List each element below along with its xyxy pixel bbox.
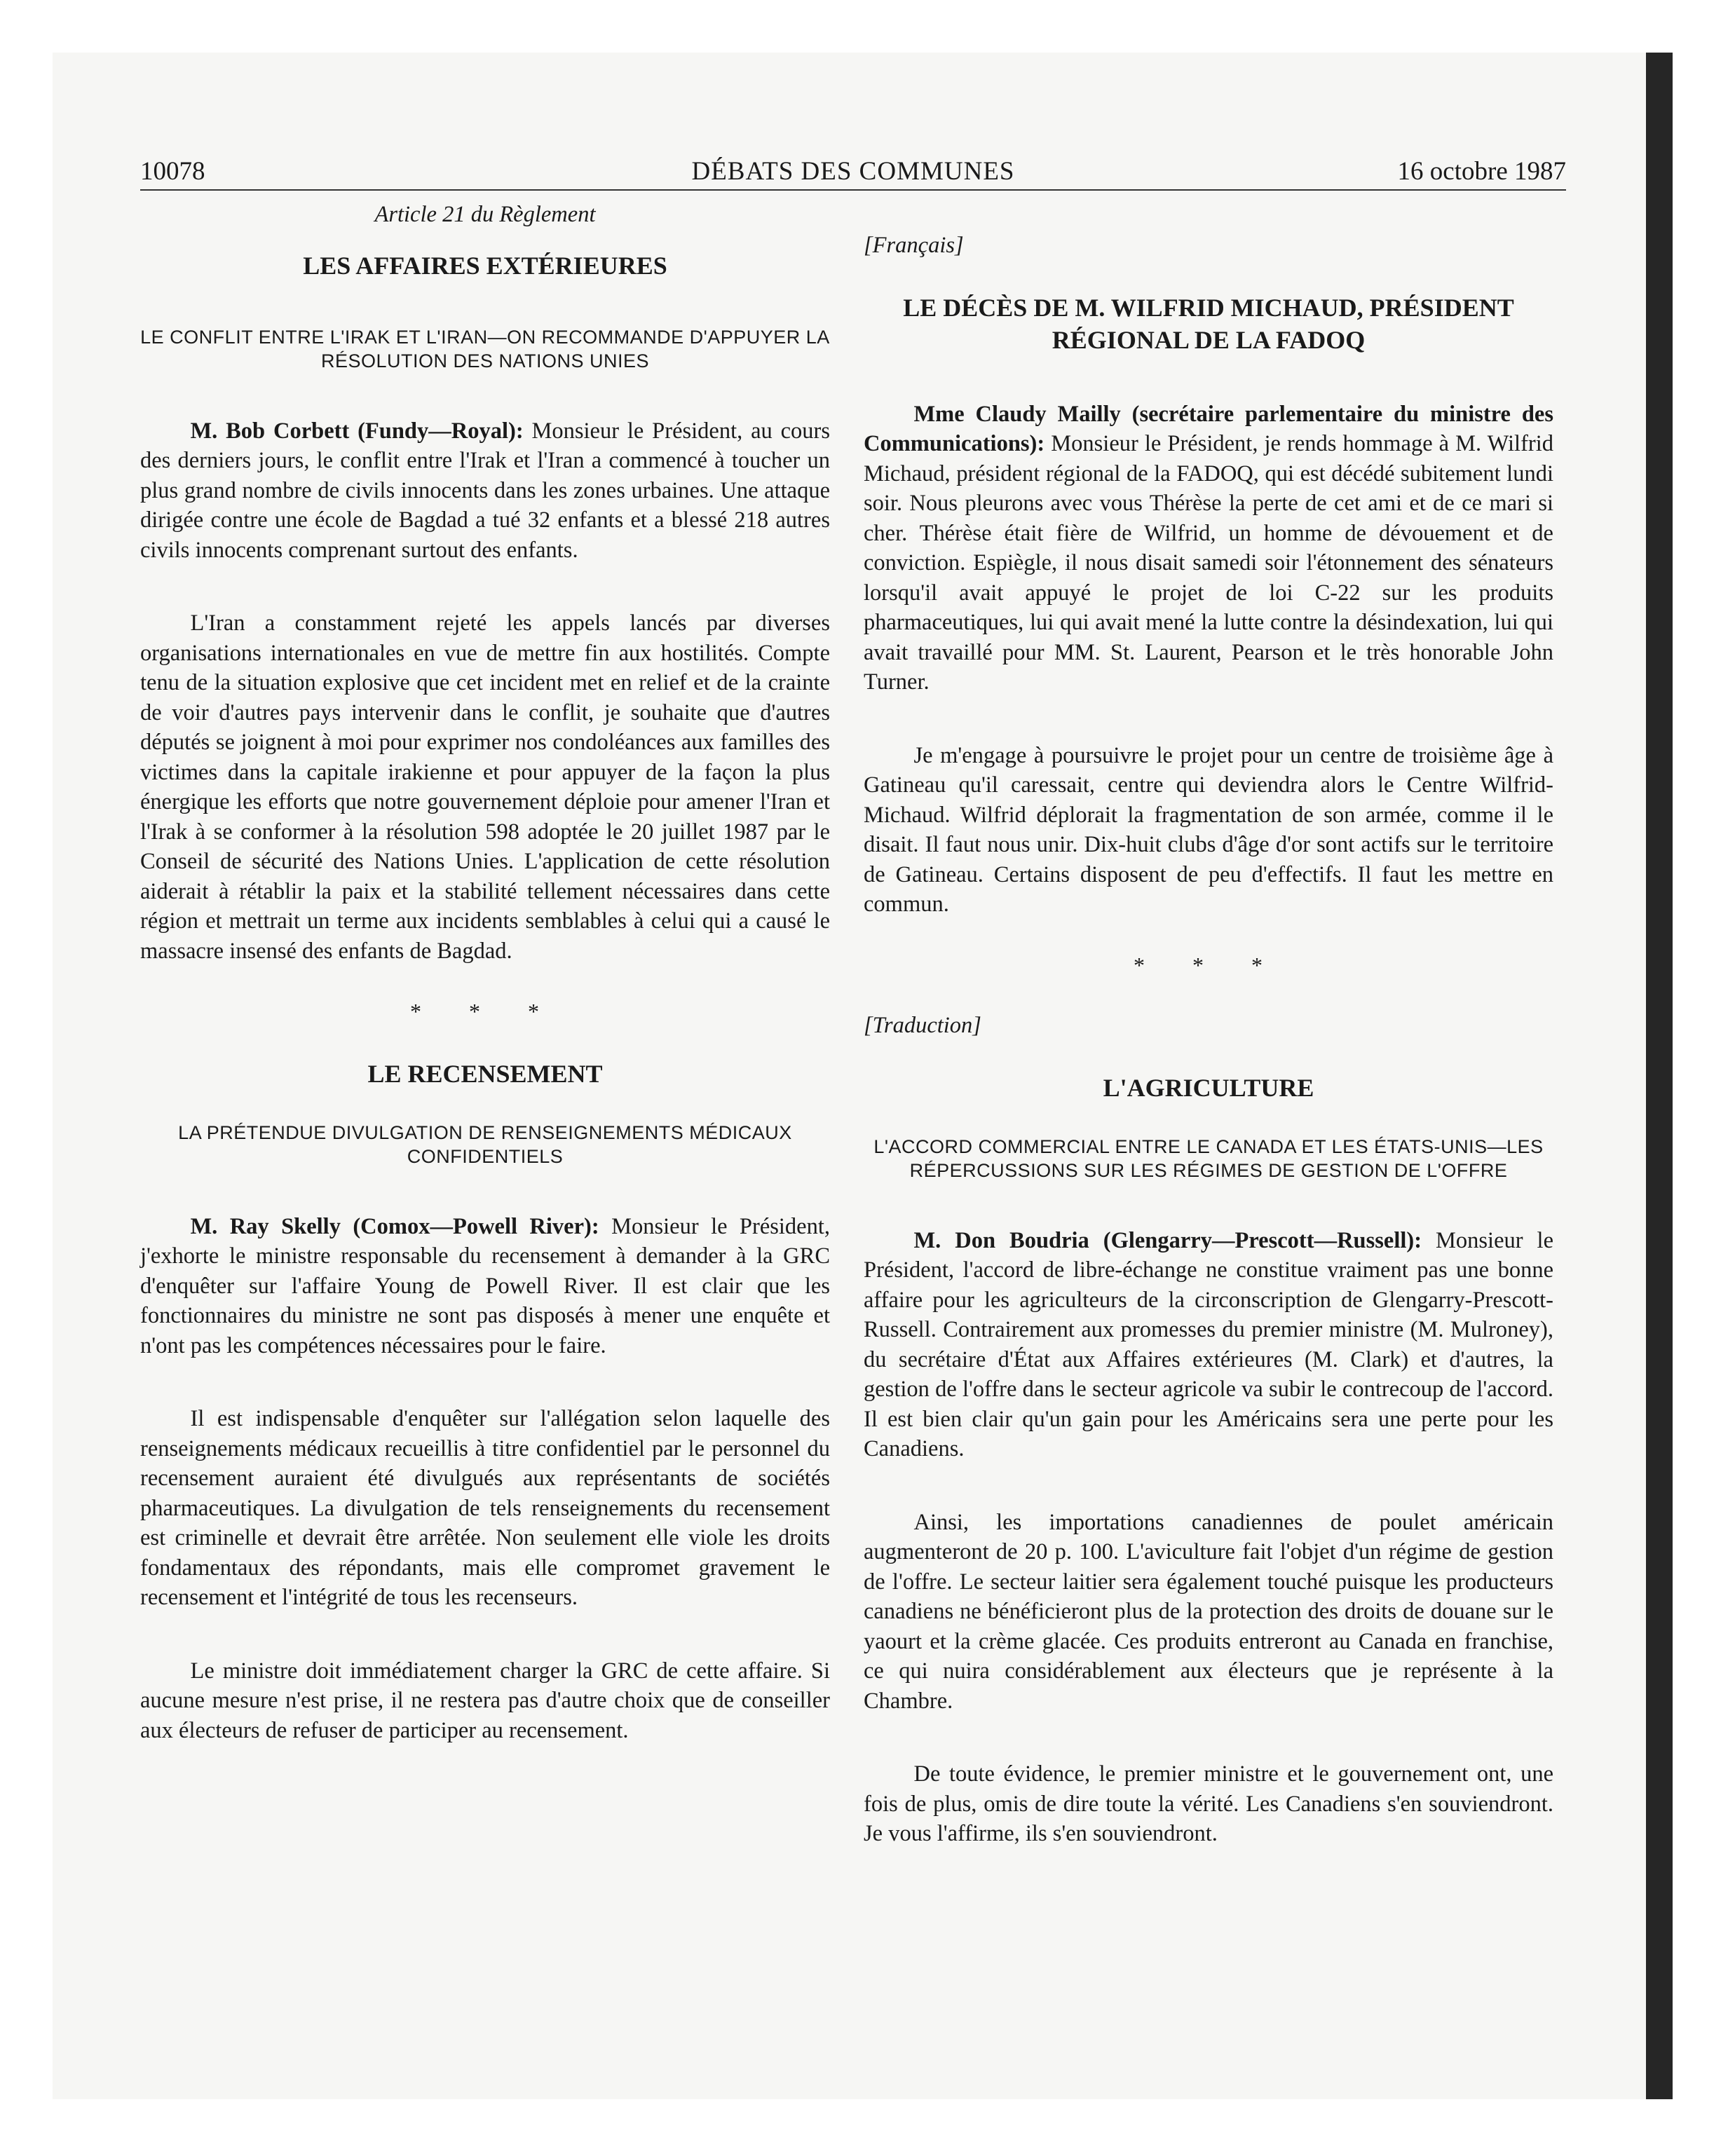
- section-separator: * * *: [1134, 952, 1284, 978]
- speech-text: Monsieur le Président, l'accord de libre-échange ne constitue vraiment pas une bonne affaire pour les agriculteurs de la circonscription de Glengarry-Prescott-Russell. Contrairement aux promesses du premier ministre (M. Mulroney), du secrétaire d'État aux Affaires extérieures (M. Clark) et d'autres, la gestion de l'offre dans le secteur agricole va subir le contrecoup de l'accord. Il est bien clair qu'un gain pour les Américains sera une perte pour les Canadiens.: [864, 1227, 1553, 1461]
- speech-paragraph: [864, 1226, 1553, 1464]
- rule-reference: Article 21 du Règlement: [374, 202, 596, 227]
- page-number: 10078: [140, 157, 205, 186]
- speech-paragraph: De toute évidence, le premier ministre et le gouvernement ont, une fois de plus, omis de dire toute la vérité. Les Canadiens s'en souviendront. Je vous l'affirme, ils s'en souviendront.: [864, 1761, 1553, 1846]
- page-date: 16 octobre 1987: [1397, 157, 1566, 186]
- speech-paragraph: Je m'engage à poursuivre le projet pour un centre de troisième âge à Gatineau qu'il caressait, centre qui deviendra alors le Centre Wilfrid-Michaud. Wilfrid déplorait la fragmentation de son armée, comme il le disait. Il faut nous unir. Dix-huit clubs d'âge d'or sont actifs sur le territoire de Gatineau. Certains disposent de peu d'effectifs. Il faut les mettre en commun.: [864, 742, 1553, 917]
- speaker-name: M. Don Boudria (Glengarry—Prescott—Russell):: [913, 1227, 1422, 1253]
- speech-paragraph: Ainsi, les importations canadiennes de poulet américain augmenteront de 20 p. 100. L'aviculture fait l'objet d'un régime de gestion de l'offre. Le secteur laitier sera également touché puisque les producteurs canadiens ne bénéficieront plus de la protection des droits de douane sur le yaourt et la crème glacée. Ces produits entreront au Canada en franchise, ce qui nuira considérablement aux électeurs que je représente à la Chambre.: [864, 1509, 1553, 1714]
- speaker-name: M. Ray Skelly (Comox—Powell River):: [190, 1213, 599, 1239]
- speech-paragraph: [140, 416, 830, 566]
- speech-text: Monsieur le Président, je rends hommage à M. Wilfrid Michaud, président régional de la FADOQ, qui est décédé subitement lundi soir. Nous pleurons avec vous Thérèse la perte de cet ami et de ce mari si cher. Thérèse était fière de Wilfrid, un homme de dévouement et de conviction. Espiègle, il nous disait samedi soir l'étonnement des sénateurs lorsqu'il avait appuyé le projet de loi C-22 sur les produits pharmaceutiques, lui qui avait mené la lutte contre la désindexation, lui qui avait travaillé pour MM. St. Laurent, Pearson et le très honorable John Turner.: [864, 431, 1553, 695]
- section-separator: * * *: [410, 999, 560, 1024]
- section-title-census: LE RECENSEMENT: [367, 1059, 603, 1088]
- publication-title: DÉBATS DES COMMUNES: [691, 157, 1015, 186]
- section-subtitle-agriculture: L'ACCORD COMMERCIAL ENTRE LE CANADA ET LES ÉTATS-UNIS—LES RÉPERCUSSIONS SUR LES RÉGIMES DE GESTION DE L'OFFRE: [873, 1135, 1544, 1181]
- speech-paragraph: Il est indispensable d'enquêter sur l'allégation selon laquelle des renseignements médicaux recueillis à titre confidentiel par le personnel du recensement auraient été divulgués aux représentants de sociétés pharmaceutiques. La divulgation de tels renseignements du recensement est criminelle et devrait être arrêtée. Non seulement elle viole les droits fondamentaux des répondants, mais elle compromet gravement le recensement et l'intégrité de tous les recenseurs.: [140, 1406, 830, 1610]
- translation-tag: [Traduction]: [864, 1013, 981, 1038]
- section-subtitle-iraq-iran: LE CONFLIT ENTRE L'IRAK ET L'IRAN—ON RECOMMANDE D'APPUYER LA RÉSOLUTION DES NATIONS UNIES: [140, 326, 830, 371]
- section-subtitle-census: LA PRÉTENDUE DIVULGATION DE RENSEIGNEMENTS MÉDICAUX CONFIDENTIELS: [178, 1121, 792, 1167]
- speech-text: Monsieur le Président, au cours des derniers jours, le conflit entre l'Irak et l'Iran a commencé à toucher un plus grand nombre de civils innocents dans les zones urbaines. Une attaque dirigée contre une école de Bagdad a tué 32 enfants et a blessé 218 autres civils innocents comprenant surtout des enfants.: [140, 418, 830, 563]
- scan-edge-bar: [1646, 53, 1673, 2099]
- left-column: [140, 200, 830, 1745]
- speech-paragraph: Le ministre doit immédiatement charger la GRC de cette affaire. Si aucune mesure n'est prise, il ne restera pas d'autre choix que de conseiller aux électeurs de refuser de participer au recensement.: [140, 1658, 830, 1743]
- speech-paragraph: [864, 400, 1553, 697]
- section-title-agriculture: L'AGRICULTURE: [1103, 1073, 1314, 1102]
- section-title-foreign-affairs: LES AFFAIRES EXTÉRIEURES: [303, 251, 667, 280]
- speech-paragraph: L'Iran a constamment rejeté les appels lancés par diverses organisations internationales en vue de mettre fin aux hostilités. Compte tenu de la situation explosive que cet incident met en relief et de la crainte de voir d'autres pays intervenir dans le conflit, je souhaite que d'autres députés se joignent à moi pour exprimer nos condoléances aux familles des victimes dans la capitale irakienne et pour appuyer de la façon la plus énergique les efforts que notre gouvernement déploie pour amener l'Iran et l'Irak à se conformer à la résolution 598 adoptée le 20 juillet 1987 par le Conseil de sécurité des Nations Unies. L'application de cette résolution aiderait à rétablir la paix et la stabilité tellement nécessaires dans cette région et mettrait un terme aux incidents semblables à celui qui a causé le massacre insensé des enfants de Bagdad.: [140, 610, 830, 964]
- section-title-michaud: LE DÉCÈS DE M. WILFRID MICHAUD, PRÉSIDENT RÉGIONAL DE LA FADOQ: [903, 293, 1514, 354]
- language-tag: [Français]: [864, 233, 964, 258]
- speaker-name: Mme Claudy Mailly (secrétaire parlementaire du ministre des Communications):: [864, 401, 1553, 456]
- right-column: [864, 200, 1553, 1849]
- page-header: [140, 147, 1566, 191]
- speech-paragraph: [140, 1212, 830, 1361]
- speech-text: Monsieur le Président, j'exhorte le ministre responsable du recensement à demander à la GRC d'enquêter sur l'affaire Young de Powell River. Il est clair que les fonctionnaires du ministre ne sont pas disposés à mener une enquête et n'ont pas les compétences nécessaires pour le faire.: [140, 1213, 830, 1358]
- speaker-name: M. Bob Corbett (Fundy—Royal):: [190, 418, 524, 444]
